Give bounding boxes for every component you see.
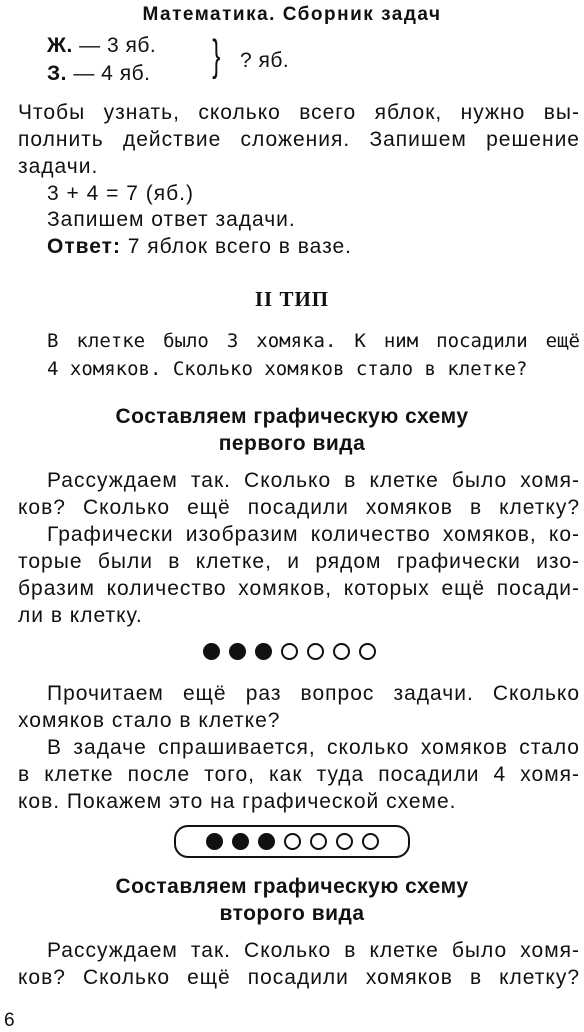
empty-circle-icon [359,643,376,660]
filled-circle-icon [232,833,249,850]
s1-p1-line-1: Рассуждаем так. Сколько в клетке было хомя- [47,469,580,492]
empty-circle-icon [281,643,298,660]
s1-p4-line-2: в клетке после того, как туда посадили 4 хомя- [18,763,580,786]
condition-text-2: — 4 яб. [73,62,151,85]
type-heading: II ТИП [254,287,330,311]
answer-text: 7 яблок всего в вазе. [127,235,353,258]
graphic-scheme-2-frame [174,825,410,858]
section-title-1a: Составляем графическую схему [115,405,469,428]
s1-p3-line-2: хомяков стало в клетке? [18,709,281,732]
answer-line [47,233,352,260]
empty-circle-icon [284,833,301,850]
s2-p1-line-1: Рассуждаем так. Сколько в клетке было хомя- [47,939,580,962]
s1-p4-line-3: ков. Покажем это на графической схеме. [18,790,457,813]
s1-p2-line-2: торые были в клетке, и рядом графически изо- [18,550,580,573]
answer-label: Ответ: [47,235,121,258]
s1-p2-line-4: ли в клетку. [18,604,143,627]
graphic-scheme-2 [206,833,379,850]
section-title-1b: первого вида [218,432,366,455]
problem-line-2: 4 хомяков. Сколько хомяков стало в клетке? [47,358,528,380]
filled-circle-icon [206,833,223,850]
filled-circle-icon [255,643,272,660]
answer-intro: Запишем ответ задачи. [47,208,296,231]
empty-circle-icon [362,833,379,850]
s2-p1-line-2: ков? Сколько ещё посадили хомяков в клетку? [18,966,580,989]
curly-brace-icon: } [212,31,221,80]
condition-label-2: З. [47,62,67,85]
condition-row-2 [47,62,150,86]
condition-row-1 [47,34,156,58]
s1-p2-line-3: бразим количество хомяков, которых ещё посади- [18,577,580,600]
s1-p4-line-1: В задаче спрашивается, сколько хомяков стало [47,736,580,759]
graphic-scheme-1 [203,643,376,660]
filled-circle-icon [203,643,220,660]
filled-circle-icon [229,643,246,660]
solution-line-1: Чтобы узнать, сколько всего яблок, нужно вы- [18,101,580,124]
filled-circle-icon [258,833,275,850]
empty-circle-icon [336,833,353,850]
solution-line-2: полнить действие сложения. Запишем решение [18,128,580,151]
empty-circle-icon [333,643,350,660]
page-number: 6 [4,1010,15,1031]
problem-line-1: В клетке было 3 хомяка. К ним посадили ещё [47,330,580,352]
s1-p1-line-2: ков? Сколько ещё посадили хомяков в клетку? [18,496,580,519]
empty-circle-icon [310,833,327,850]
condition-label-1: Ж. [47,34,73,57]
equation: 3 + 4 = 7 (яб.) [47,182,194,205]
s1-p3-line-1: Прочитаем ещё раз вопрос задачи. Сколько [47,682,580,705]
condition-text-1: — 3 яб. [79,34,157,57]
section-title-2b: второго вида [219,902,365,925]
empty-circle-icon [307,643,324,660]
solution-line-3: задачи. [18,155,99,178]
section-title-2a: Составляем графическую схему [115,875,469,898]
running-header: Математика. Сборник задач [142,4,442,25]
condition-question: ? яб. [240,49,290,72]
s1-p2-line-1: Графически изобразим количество хомяков, ко- [47,523,580,546]
